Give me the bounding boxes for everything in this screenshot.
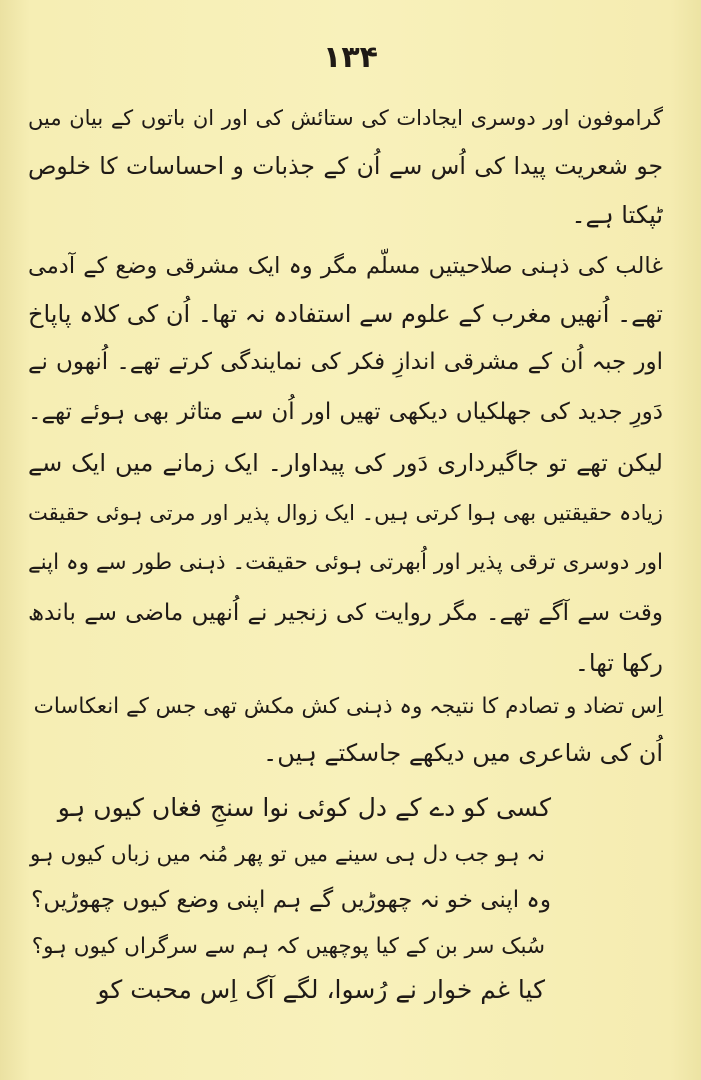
paragraph-2-line-2: تھے۔ اُنھیں مغرب کے علوم سے استفادہ نہ تھا۔ اُن کی کلاہ پاپاخ: [28, 300, 663, 328]
paragraph-2-line-6: زیادہ حقیقتیں بھی ہوا کرتی ہیں۔ ایک زوال پذیر اور مرتی ہوئی حقیقت: [28, 501, 663, 525]
paragraph-2-line-3: اور جبہ اُن کے مشرقی اندازِ فکر کی نمایندگی کرتے تھے۔ اُنھوں نے: [28, 349, 663, 375]
verse-2: نہ ہو جب دل ہی سینے میں تو پھر مُنہ میں زباں کیوں ہو: [29, 842, 545, 867]
paragraph-2-line-8: وقت سے آگے تھے۔ مگر روایت کی زنجیر نے اُنھیں ماضی سے باندھ: [28, 600, 663, 626]
page-number: ۱۳۴: [323, 40, 378, 75]
paragraph-2-line-7: اور دوسری ترقی پذیر اور اُبھرتی ہوئی حقیقت۔ ذہنی طور سے وہ اپنے: [28, 550, 663, 575]
verse-3: وہ اپنی خو نہ چھوڑیں گے ہم اپنی وضع کیوں چھوڑیں؟: [31, 887, 551, 913]
paragraph-2-line-4: دَورِ جدید کی جھلکیاں دیکھی تھیں اور اُن سے متاثر بھی ہوئے تھے۔: [28, 399, 663, 425]
paragraph-3-line-1: اِس تضاد و تصادم کا نتیجہ وہ ذہنی کش مکش تھی جس کے انعکاسات: [33, 694, 663, 719]
verse-1: کسی کو دے کے دل کوئی نوا سنجِ فغاں کیوں ہو: [57, 793, 551, 822]
verse-4: سُبک سر بن کے کیا پوچھیں کہ ہم سے سرگراں کیوں ہو؟: [31, 934, 545, 959]
paragraph-1-line-3: ٹپکتا ہے۔: [571, 201, 663, 229]
paragraph-2-line-5: لیکن تھے تو جاگیرداری دَور کی پیداوار۔ ایک زمانے میں ایک سے: [28, 449, 663, 477]
paragraph-1-line-1: گراموفون اور دوسری ایجادات کی ستائش کی اور ان باتوں کے بیان میں: [28, 106, 663, 130]
paragraph-2-line-1: غالب کی ذہنی صلاحیتیں مسلّم مگر وہ ایک مشرقی وضع کے آدمی: [28, 253, 663, 279]
paragraph-2-line-9: رکھا تھا۔: [574, 649, 663, 677]
verse-5: کیا غم خوار نے رُسوا، لگے آگ اِس محبت کو: [97, 975, 545, 1004]
paragraph-3-line-2: اُن کی شاعری میں دیکھے جاسکتے ہیں۔: [263, 739, 663, 767]
paragraph-1-line-2: جو شعریت پیدا کی اُس سے اُن کے جذبات و احساسات کا خلوص: [28, 152, 663, 180]
